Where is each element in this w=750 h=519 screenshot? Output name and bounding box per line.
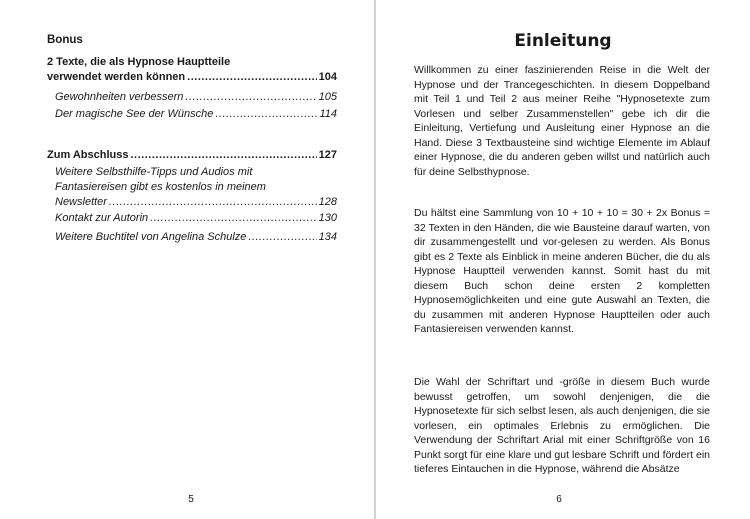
toc-leader-dots	[109, 195, 317, 210]
toc-entry-text: Der magische See der Wünsche	[55, 108, 214, 120]
toc-entry-gewohnheiten[interactable]	[55, 90, 337, 105]
toc-leader-dots	[248, 230, 316, 245]
toc-entry-text: Zum Abschluss	[47, 149, 129, 161]
toc-entry-newsletter[interactable]	[55, 165, 337, 210]
toc-leader-dots	[185, 90, 316, 105]
toc-leader-dots	[187, 70, 316, 85]
page-number-right: 6	[556, 494, 562, 505]
chapter-heading: Einleitung	[514, 31, 612, 51]
toc-page-number: 128	[318, 196, 337, 208]
toc-page-number: 105	[318, 91, 337, 103]
toc-page-number: 134	[318, 231, 337, 243]
body-paragraph: Willkommen zu einer faszinierenden Reise in die Welt der Hypnose und der Trancegeschichten. In diesem Doppelband mit Teil 1 und Teil 2 aus meiner Reihe "Hypnosetexte zum Vorlesen und selber Zusammenstellen" gebe ich dir die Einleitung, Vertiefung und Ausleitung einer Hypnose an die Hand. Diese 3 Textbausteine sind wichtige Elemente im Ablauf einer Hypnose, die du anderen geben willst und natürlich auch für deine Selbsthypnose.	[414, 64, 710, 178]
toc-entry-text: Gewohnheiten verbessern	[55, 91, 184, 103]
toc-entry-text: 2 Texte, die als Hypnose Hauptteile	[47, 56, 231, 68]
body-paragraph: Die Wahl der Schriftart und -größe in diesem Buch wurde bewusst getroffen, um sowohl denjenigen, die die Hypnosetexte für sich selbst lesen, als auch denjenigen, die sie vorlesen, ein optimales Erlebnis zu ermöglichen. Die Verwendung der Schriftart Arial mit einer Schriftgröße von 16 Punkt sorgt für eine klare und gut lesbare Schrift und fördert ein tieferes Eintauchen in die Hypnose, während die Absätze	[414, 376, 710, 475]
toc-entry-magische-see[interactable]	[55, 107, 337, 122]
toc-entry-text: Weitere Selbsthilfe-Tipps und Audios mit	[55, 166, 253, 178]
toc-entry-text: verwendet werden können	[47, 71, 186, 83]
toc-page-number: 130	[318, 212, 337, 224]
toc-section-title: Bonus	[47, 34, 83, 46]
right-page	[376, 0, 750, 519]
toc-entry-abschluss[interactable]	[47, 148, 337, 163]
page-number-left: 5	[188, 494, 194, 505]
toc-entry-text: Fantasiereisen gibt es kostenlos in meinem	[55, 181, 266, 193]
toc-entry-text: Kontakt zur Autorin	[55, 212, 149, 224]
toc-leader-dots	[215, 107, 317, 122]
toc-page-number: 127	[318, 149, 337, 161]
toc-page-number: 114	[319, 108, 337, 120]
toc-entry-bonus-texts[interactable]	[47, 55, 337, 85]
toc-leader-dots	[150, 211, 317, 226]
toc-entry-text: Newsletter	[55, 196, 107, 208]
body-paragraph: Du hältst eine Sammlung von 10 + 10 + 10 = 30 + 2x Bonus = 32 Texten in den Händen, die wie Bausteine darauf warten, von dir zusammengestellt und vor-gelesen zu werden. Als Bonus gibt es 2 Texte als Einblick in meine anderen Bücher, die du als Hypnose Hauptteil verwenden kannst. Somit hast du mit diesem Buch schon deine ersten 2 kompletten Hypnosemöglichkeiten und eine gute Auswahl an Texten, die du zusammen mit anderen Hypnose Hauptteilen oder auch Fantasiereisen verwenden kannst.	[414, 207, 710, 335]
toc-entry-kontakt[interactable]	[55, 211, 337, 226]
left-page	[0, 0, 374, 519]
toc-page-number: 104	[318, 71, 337, 83]
toc-leader-dots	[131, 148, 317, 163]
toc-entry-text: Weitere Buchtitel von Angelina Schulze	[55, 231, 247, 243]
toc-entry-buchtitel[interactable]	[55, 230, 337, 245]
